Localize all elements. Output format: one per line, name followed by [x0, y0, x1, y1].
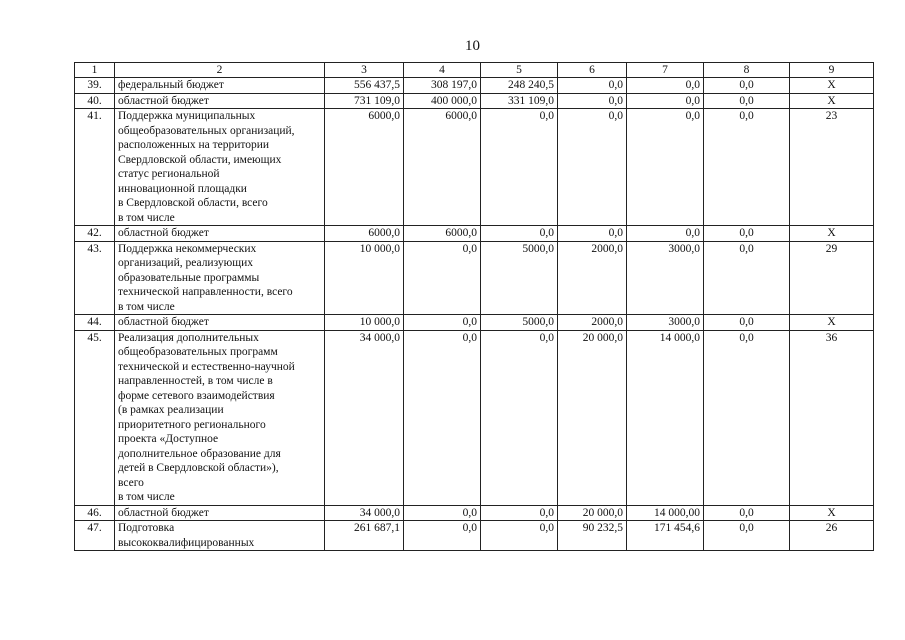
value-cell-col9: 26	[790, 521, 874, 551]
description-line: организаций, реализующих	[118, 257, 253, 269]
value-cell-col8: 0,0	[704, 93, 790, 109]
description-line: детей в Свердловской области»),	[118, 462, 279, 474]
description-cell	[115, 78, 325, 94]
row-number-cell: 45.	[75, 330, 115, 505]
table-row	[75, 93, 874, 109]
value-cell-col4: 400 000,0	[404, 93, 481, 109]
value-cell-col9: 36	[790, 330, 874, 505]
description-cell	[115, 315, 325, 331]
row-number-cell: 39.	[75, 78, 115, 94]
value-cell-col8: 0,0	[704, 315, 790, 331]
row-number-cell: 40.	[75, 93, 115, 109]
value-cell-col6: 0,0	[558, 93, 627, 109]
value-cell-col3: 261 687,1	[325, 521, 404, 551]
description-line: расположенных на территории	[118, 139, 270, 151]
table-row	[75, 330, 874, 505]
value-cell-col7: 171 454,6	[627, 521, 704, 551]
value-cell-col5: 5000,0	[481, 241, 558, 315]
description-cell	[115, 505, 325, 521]
budget-table	[74, 62, 874, 551]
value-cell-col5: 331 109,0	[481, 93, 558, 109]
description-line: проекта «Доступное	[118, 433, 219, 445]
value-cell-col6: 0,0	[558, 78, 627, 94]
table-row	[75, 109, 874, 226]
row-number-cell: 44.	[75, 315, 115, 331]
value-cell-col3: 34 000,0	[325, 505, 404, 521]
description-line: областной бюджет	[118, 316, 209, 328]
description-cell	[115, 93, 325, 109]
value-cell-col4: 6000,0	[404, 226, 481, 242]
description-line: дополнительное образование для	[118, 447, 281, 460]
value-cell-col4: 0,0	[404, 241, 481, 315]
description-cell	[115, 241, 325, 315]
header-cell: 8	[704, 63, 790, 78]
description-cell	[115, 109, 325, 226]
value-cell-col4: 0,0	[404, 330, 481, 505]
value-cell-col9: Х	[790, 505, 874, 521]
value-cell-col5: 0,0	[481, 330, 558, 505]
value-cell-col8: 0,0	[704, 109, 790, 226]
description-cell	[115, 226, 325, 242]
value-cell-col6: 2000,0	[558, 241, 627, 315]
value-cell-col6: 20 000,0	[558, 505, 627, 521]
description-line: общеобразовательных организаций,	[118, 124, 295, 137]
description-line: в том числе	[118, 300, 175, 313]
value-cell-col7: 3000,0	[627, 315, 704, 331]
description-line: Реализация дополнительных	[118, 331, 259, 344]
table-row	[75, 241, 874, 315]
value-cell-col4: 308 197,0	[404, 78, 481, 94]
table-row	[75, 226, 874, 242]
description-line: (в рамках реализации	[118, 404, 224, 416]
value-cell-col7: 0,0	[627, 78, 704, 94]
description-cell	[115, 521, 325, 551]
value-cell-col9: Х	[790, 78, 874, 94]
page-number: 10	[465, 38, 480, 54]
value-cell-col7: 0,0	[627, 109, 704, 226]
value-cell-col4: 0,0	[404, 521, 481, 551]
header-cell: 5	[481, 63, 558, 78]
value-cell-col6: 0,0	[558, 226, 627, 242]
description-line: общеобразовательных программ	[118, 346, 278, 358]
value-cell-col5: 248 240,5	[481, 78, 558, 94]
value-cell-col9: Х	[790, 226, 874, 242]
value-cell-col4: 0,0	[404, 315, 481, 331]
row-number-cell: 43.	[75, 241, 115, 315]
value-cell-col5: 0,0	[481, 521, 558, 551]
row-number-cell: 47.	[75, 521, 115, 551]
header-cell: 1	[75, 63, 115, 78]
description-line: приоритетного регионального	[118, 418, 266, 431]
header-cell: 6	[558, 63, 627, 78]
header-cell: 2	[115, 63, 325, 78]
description-line: Поддержка некоммерческих	[118, 242, 257, 255]
value-cell-col9: 23	[790, 109, 874, 226]
value-cell-col6: 2000,0	[558, 315, 627, 331]
value-cell-col6: 90 232,5	[558, 521, 627, 551]
value-cell-col7: 3000,0	[627, 241, 704, 315]
description-line: в том числе	[118, 491, 175, 503]
value-cell-col5: 0,0	[481, 226, 558, 242]
value-cell-col3: 6000,0	[325, 109, 404, 226]
table-header-row	[75, 63, 874, 78]
value-cell-col5: 0,0	[481, 505, 558, 521]
value-cell-col8: 0,0	[704, 505, 790, 521]
value-cell-col3: 556 437,5	[325, 78, 404, 94]
value-cell-col8: 0,0	[704, 226, 790, 242]
value-cell-col8: 0,0	[704, 241, 790, 315]
row-number-cell: 41.	[75, 109, 115, 226]
description-line: областной бюджет	[118, 94, 209, 107]
value-cell-col6: 0,0	[558, 109, 627, 226]
value-cell-col3: 10 000,0	[325, 241, 404, 315]
description-line: образовательные программы	[118, 271, 260, 284]
table-row	[75, 78, 874, 94]
value-cell-col5: 0,0	[481, 109, 558, 226]
description-line: федеральный бюджет	[118, 79, 224, 91]
description-cell	[115, 330, 325, 505]
table-row	[75, 521, 874, 551]
description-line: статус региональной	[118, 168, 220, 180]
description-line: Поддержка муниципальных	[118, 110, 256, 122]
description-line: направленностей, в том числе в	[118, 375, 273, 387]
value-cell-col3: 10 000,0	[325, 315, 404, 331]
description-line: технической и естественно-научной	[118, 360, 295, 373]
value-cell-col7: 0,0	[627, 93, 704, 109]
value-cell-col3: 34 000,0	[325, 330, 404, 505]
description-line: инновационной площадки	[118, 182, 247, 195]
value-cell-col3: 6000,0	[325, 226, 404, 242]
header-cell: 4	[404, 63, 481, 78]
value-cell-col8: 0,0	[704, 78, 790, 94]
description-line: технической направленности, всего	[118, 286, 293, 298]
value-cell-col4: 6000,0	[404, 109, 481, 226]
description-line: в Свердловской области, всего	[118, 197, 268, 209]
value-cell-col7: 14 000,00	[627, 505, 704, 521]
value-cell-col3: 731 109,0	[325, 93, 404, 109]
value-cell-col8: 0,0	[704, 521, 790, 551]
description-line: высококвалифицированных	[118, 536, 255, 549]
value-cell-col7: 14 000,0	[627, 330, 704, 505]
value-cell-col7: 0,0	[627, 226, 704, 242]
value-cell-col9: 29	[790, 241, 874, 315]
description-line: всего	[118, 476, 144, 489]
value-cell-col4: 0,0	[404, 505, 481, 521]
row-number-cell: 46.	[75, 505, 115, 521]
description-line: в том числе	[118, 211, 175, 224]
value-cell-col6: 20 000,0	[558, 330, 627, 505]
value-cell-col9: Х	[790, 93, 874, 109]
table-row	[75, 315, 874, 331]
description-line: форме сетевого взаимодействия	[118, 389, 275, 402]
description-line: областной бюджет	[118, 227, 209, 239]
header-cell: 9	[790, 63, 874, 78]
description-line: Свердловской области, имеющих	[118, 153, 282, 166]
header-cell: 3	[325, 63, 404, 78]
description-line: Подготовка	[118, 522, 175, 534]
value-cell-col9: Х	[790, 315, 874, 331]
description-line: областной бюджет	[118, 506, 209, 519]
row-number-cell: 42.	[75, 226, 115, 242]
table-row	[75, 505, 874, 521]
value-cell-col8: 0,0	[704, 330, 790, 505]
value-cell-col5: 5000,0	[481, 315, 558, 331]
header-cell: 7	[627, 63, 704, 78]
